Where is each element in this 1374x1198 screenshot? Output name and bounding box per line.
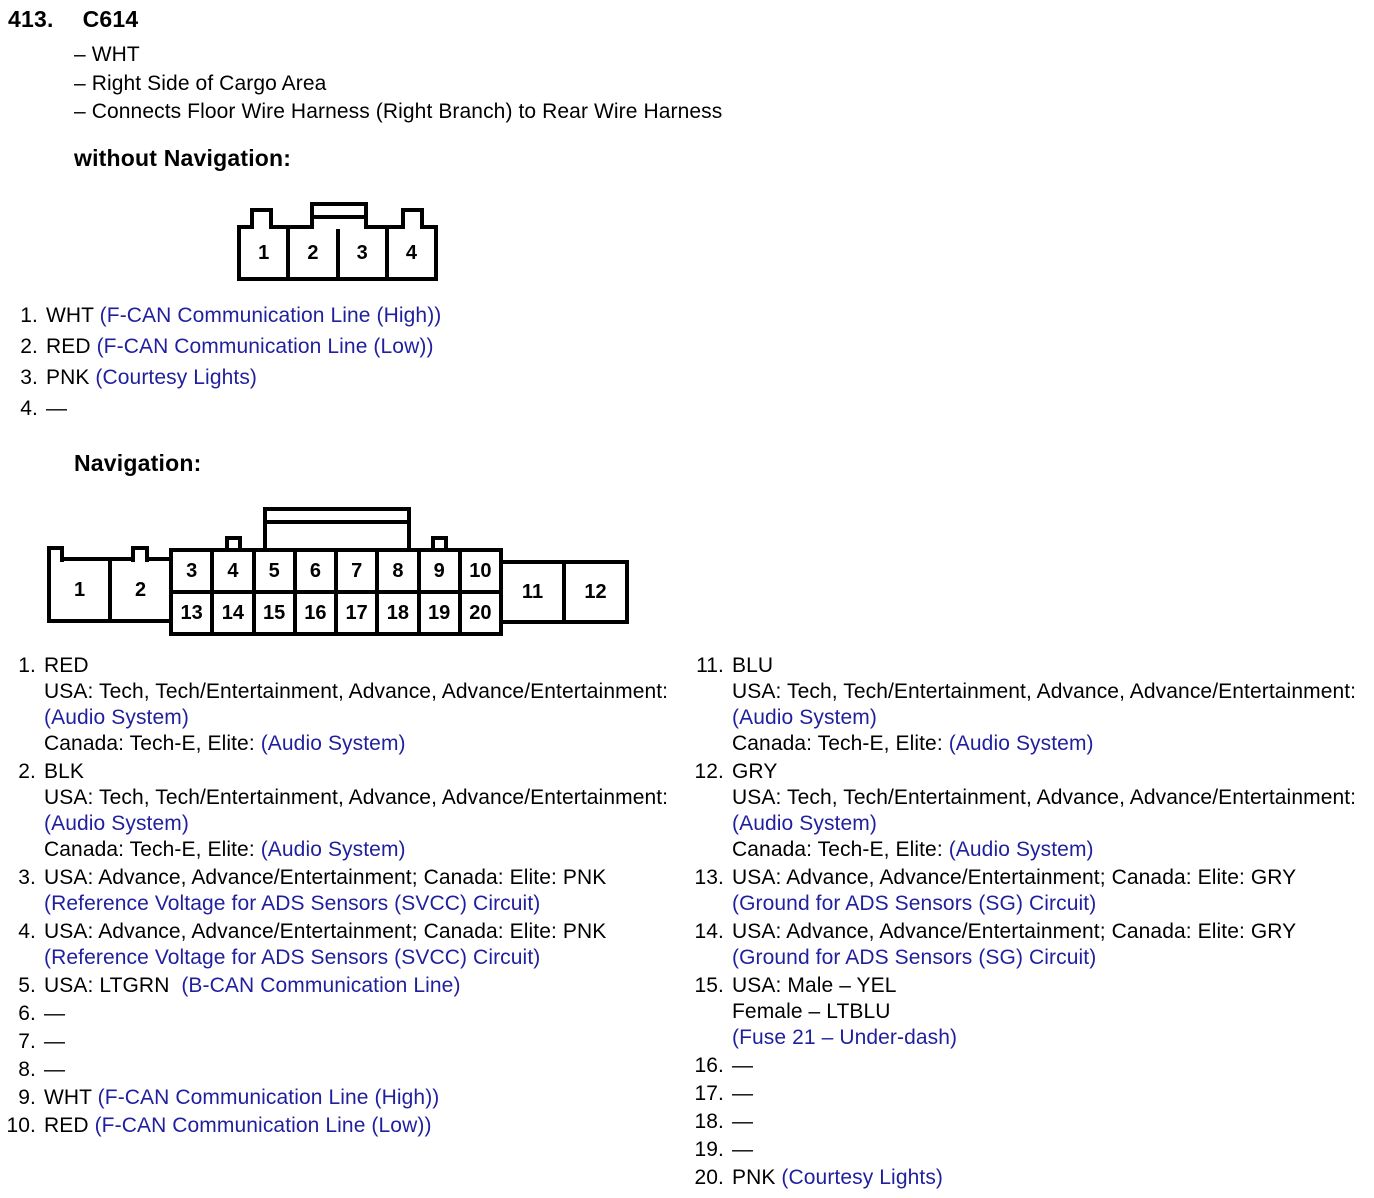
connector-b-pin-14: 14 (210, 594, 251, 632)
circuit-label: (Audio System) (44, 812, 189, 835)
pin-description (732, 865, 1296, 917)
pin-line (732, 837, 1356, 863)
pin-description (44, 1029, 65, 1055)
pin-description (732, 653, 1356, 757)
pin-number: 3. (20, 366, 38, 389)
wire-color-text: WHT (46, 304, 100, 327)
circuit-label: (Fuse 21 – Under-dash) (732, 1026, 958, 1049)
connector-b-pin-15: 15 (252, 594, 293, 632)
pin-description (732, 973, 957, 1051)
wire-color-text: USA: LTGRN (44, 974, 182, 997)
pin-line (44, 679, 668, 705)
pin-item-3 (6, 865, 688, 917)
pin-list-navigation-left (6, 653, 688, 1141)
pin-line (44, 919, 606, 945)
connector-b-pin-10: 10 (458, 552, 499, 590)
pin-line (732, 1165, 943, 1191)
pin-line (732, 1081, 753, 1107)
pin-description (46, 394, 67, 423)
pin-line (732, 865, 1296, 891)
pin-description (44, 1057, 65, 1083)
pin-number: 2. (18, 760, 36, 783)
pin-item-10 (6, 1113, 688, 1139)
pin-line (46, 332, 434, 361)
circuit-label: (Courtesy Lights) (781, 1166, 944, 1189)
pin-line (732, 705, 1356, 731)
pin-description (44, 865, 606, 917)
connector-b-pin-8: 8 (375, 552, 416, 590)
pin-number: 9. (18, 1086, 36, 1109)
pin-item-8 (6, 1057, 688, 1083)
pin-number: 3. (18, 866, 36, 889)
wire-color-text: Canada: Tech-E, Elite: (44, 732, 261, 755)
pin-number: 11. (696, 654, 724, 677)
connector-b-pin-13: 13 (180, 601, 203, 624)
pin-line (732, 919, 1296, 945)
pin-description (732, 1109, 753, 1135)
wire-color-text: RED (44, 1114, 95, 1137)
pin-number: 17. (694, 1082, 724, 1105)
section-heading-without-navigation: without Navigation: (74, 145, 292, 171)
detail-line: – Right Side of Cargo Area (74, 71, 327, 95)
circuit-label: (Audio System) (732, 812, 877, 835)
pin-line (44, 705, 668, 731)
pin-number: 4. (20, 397, 38, 420)
connector-grid-bottom-row (173, 590, 499, 632)
wire-color-text: Canada: Tech-E, Elite: (732, 838, 949, 861)
wire-color-text: — (44, 1030, 66, 1053)
connector-b-pin-12: 12 (562, 564, 625, 620)
detail-line: – Connects Floor Wire Harness (Right Branch) to Rear Wire Harness (74, 100, 723, 123)
connector-left-block (47, 557, 173, 623)
wire-color-text: — (44, 1058, 66, 1081)
pin-line (44, 973, 461, 999)
pin-item-6 (6, 1001, 688, 1027)
pin-number: 19. (694, 1138, 724, 1161)
circuit-label: (B-CAN Communication Line) (181, 974, 461, 997)
connector-grid-top-row (173, 552, 499, 590)
pin-line (46, 363, 257, 392)
pin-number: 18. (694, 1110, 724, 1133)
circuit-label: (Audio System) (44, 706, 189, 729)
wire-color-text: — (44, 1002, 66, 1025)
wire-color-text: Female – LTBLU (732, 1000, 891, 1023)
wire-color-text: WHT (44, 1086, 98, 1109)
latch-line (314, 215, 364, 219)
pin-number: 20. (694, 1166, 724, 1189)
section-heading-navigation: Navigation: (74, 450, 202, 476)
pin-number: 6. (18, 1002, 36, 1025)
pin-number: 16. (694, 1054, 724, 1077)
wire-color-text: PNK (732, 1166, 782, 1189)
pin-item-9 (6, 1085, 688, 1111)
pin-line (44, 785, 668, 811)
pin-line (732, 891, 1296, 917)
wire-color-text: USA: Tech, Tech/Entertainment, Advance, Advance/Entertainment: (732, 680, 1357, 703)
pin-line (44, 1029, 65, 1055)
connector-mount-tab (401, 208, 424, 229)
pin-description (44, 1085, 439, 1111)
pin-number: 5. (18, 974, 36, 997)
connector-a-pin-3: 3 (336, 229, 385, 277)
wire-color-text: USA: Male – YEL (732, 974, 897, 997)
pin-number: 4. (18, 920, 36, 943)
pin-description (46, 332, 434, 361)
wire-color-text: — (732, 1138, 754, 1161)
pin-item-4 (6, 919, 688, 971)
circuit-label: (Audio System) (260, 732, 406, 755)
wire-color-text: — (732, 1110, 754, 1133)
connector-mount-tab (250, 208, 273, 229)
wire-color-text: GRY (732, 760, 778, 783)
item-number: 413. (8, 6, 54, 32)
pin-line (44, 837, 668, 863)
pin-description (732, 1053, 753, 1079)
connector-latch-tab (263, 507, 411, 548)
wire-color-text: — (732, 1054, 754, 1077)
connector-a-pin-1: 1 (258, 241, 270, 264)
connector-details (74, 41, 722, 127)
wire-color-text: — (46, 397, 68, 420)
pin-line (732, 785, 1356, 811)
pin-line (46, 301, 441, 330)
pin-item-4 (10, 394, 441, 423)
pin-number: 2. (20, 335, 38, 358)
pin-line (44, 1085, 439, 1111)
pin-number: 15. (694, 974, 724, 997)
pin-list-navigation-right (688, 653, 1374, 1193)
connector-b-pin-9: 9 (417, 552, 458, 590)
connector-right-block (499, 560, 629, 624)
connector-b-pin-20: 20 (458, 594, 499, 632)
pin-item-20 (688, 1165, 1374, 1191)
pin-item-3 (10, 363, 441, 392)
connector-mount-tab (47, 546, 64, 562)
wire-color-text: BLU (732, 654, 774, 677)
connector-mount-tab (131, 546, 149, 562)
pin-line (732, 999, 957, 1025)
connector-mount-tab (431, 536, 448, 548)
connector-diagram-4pin (237, 202, 442, 284)
wire-color-text: USA: Advance, Advance/Entertainment; Canada: Elite: PNK (44, 920, 607, 943)
pin-description (44, 919, 606, 971)
pin-description (732, 1137, 753, 1163)
pin-number: 1. (20, 304, 38, 327)
wire-color-text: Canada: Tech-E, Elite: (44, 838, 261, 861)
circuit-label: (F-CAN Communication Line (High)) (99, 304, 442, 327)
connector-body (237, 225, 438, 281)
connector-b-pin-4: 4 (210, 552, 251, 590)
detail-line: – WHT (74, 43, 140, 66)
pin-item-1 (6, 653, 688, 757)
connector-b-pin-3: 3 (186, 559, 198, 582)
pin-number: 1. (18, 654, 36, 677)
circuit-label: (Ground for ADS Sensors (SG) Circuit) (732, 946, 1097, 969)
pin-line (44, 731, 668, 757)
wire-color-text: Canada: Tech-E, Elite: (732, 732, 949, 755)
pin-number: 8. (18, 1058, 36, 1081)
pin-number: 7. (18, 1030, 36, 1053)
pin-line (732, 759, 1356, 785)
pin-number: 14. (694, 920, 724, 943)
page-title (8, 6, 138, 33)
connector-latch-tab (310, 202, 368, 229)
wire-color-text: — (732, 1082, 754, 1105)
circuit-label: (Reference Voltage for ADS Sensors (SVCC) Circuit) (44, 946, 541, 969)
wire-color-text: USA: Advance, Advance/Entertainment; Canada: Elite: GRY (732, 920, 1297, 943)
circuit-label: (Reference Voltage for ADS Sensors (SVCC) Circuit) (44, 892, 541, 915)
pin-description (46, 301, 441, 330)
wire-color-text: USA: Tech, Tech/Entertainment, Advance, Advance/Entertainment: (44, 786, 669, 809)
connector-a-pin-4: 4 (385, 229, 434, 277)
wire-color-text: USA: Tech, Tech/Entertainment, Advance, Advance/Entertainment: (44, 680, 669, 703)
connector-b-pin-2: 2 (108, 561, 169, 619)
pin-line (44, 891, 606, 917)
pin-item-15 (688, 973, 1374, 1051)
circuit-label: (Audio System) (948, 838, 1094, 861)
circuit-label: (Audio System) (260, 838, 406, 861)
pin-item-14 (688, 919, 1374, 971)
circuit-label: (F-CAN Communication Line (High)) (97, 1086, 440, 1109)
pin-line (46, 394, 67, 423)
pin-item-19 (688, 1137, 1374, 1163)
connector-b-pin-7: 7 (334, 552, 375, 590)
wire-color-text: RED (46, 335, 97, 358)
connector-b-pin-1: 1 (73, 578, 86, 601)
pin-list-without-navigation (10, 301, 441, 425)
pin-item-17 (688, 1081, 1374, 1107)
circuit-label: (F-CAN Communication Line (Low)) (96, 335, 434, 358)
connector-diagram-navigation-20pin (45, 505, 637, 641)
pin-line (732, 679, 1356, 705)
pin-item-11 (688, 653, 1374, 757)
pin-line (732, 653, 1356, 679)
pin-description (44, 759, 668, 863)
connector-a-pin-2: 2 (286, 229, 335, 277)
circuit-label: (Audio System) (732, 706, 877, 729)
pin-item-2 (10, 332, 441, 361)
circuit-label: (F-CAN Communication Line (Low)) (94, 1114, 432, 1137)
pin-line (732, 1109, 753, 1135)
pin-line (732, 945, 1296, 971)
connector-id: C614 (82, 6, 139, 32)
wire-color-text: PNK (46, 366, 96, 389)
connector-mount-tab (225, 536, 242, 548)
pin-line (732, 973, 957, 999)
connector-b-pin-18: 18 (375, 594, 416, 632)
connector-center-grid (169, 548, 503, 636)
pin-description (44, 973, 461, 999)
pin-line (732, 1137, 753, 1163)
connector-b-pin-19: 19 (417, 594, 458, 632)
connector-b-pin-11: 11 (521, 580, 544, 603)
pin-item-16 (688, 1053, 1374, 1079)
pin-item-7 (6, 1029, 688, 1055)
pin-line (44, 811, 668, 837)
pin-description (44, 1001, 65, 1027)
pin-item-1 (10, 301, 441, 330)
wire-color-text: RED (44, 654, 89, 677)
pin-line (44, 759, 668, 785)
pin-line (732, 1053, 753, 1079)
connector-b-pin-6: 6 (293, 552, 334, 590)
pin-description (732, 759, 1356, 863)
pin-line (732, 811, 1356, 837)
pin-line (44, 1001, 65, 1027)
pin-number: 10. (6, 1114, 36, 1137)
wire-color-text: BLK (44, 760, 84, 783)
pin-item-12 (688, 759, 1374, 863)
pin-line (44, 945, 606, 971)
pin-line (44, 1113, 432, 1139)
pin-number: 12. (694, 760, 724, 783)
pin-line (44, 653, 668, 679)
connector-b-pin-5: 5 (252, 552, 293, 590)
pin-item-2 (6, 759, 688, 863)
pin-description (44, 653, 668, 757)
pin-line (732, 1025, 957, 1051)
pin-item-18 (688, 1109, 1374, 1135)
circuit-label: (Courtesy Lights) (95, 366, 258, 389)
pin-description (46, 363, 257, 392)
pin-number: 13. (694, 866, 724, 889)
pin-description (732, 1081, 753, 1107)
pin-line (44, 1057, 65, 1083)
pin-item-13 (688, 865, 1374, 917)
wire-color-text: USA: Tech, Tech/Entertainment, Advance, Advance/Entertainment: (732, 786, 1357, 809)
pin-item-5 (6, 973, 688, 999)
connector-b-pin-17: 17 (334, 594, 375, 632)
circuit-label: (Ground for ADS Sensors (SG) Circuit) (732, 892, 1097, 915)
circuit-label: (Audio System) (948, 732, 1094, 755)
pin-line (732, 731, 1356, 757)
wire-color-text: USA: Advance, Advance/Entertainment; Canada: Elite: GRY (732, 866, 1297, 889)
pin-description (732, 1165, 943, 1191)
wire-color-text: USA: Advance, Advance/Entertainment; Canada: Elite: PNK (44, 866, 607, 889)
pin-description (732, 919, 1296, 971)
connector-b-pin-16: 16 (293, 594, 334, 632)
pin-line (44, 865, 606, 891)
pin-description (44, 1113, 432, 1139)
latch-line (267, 520, 407, 524)
